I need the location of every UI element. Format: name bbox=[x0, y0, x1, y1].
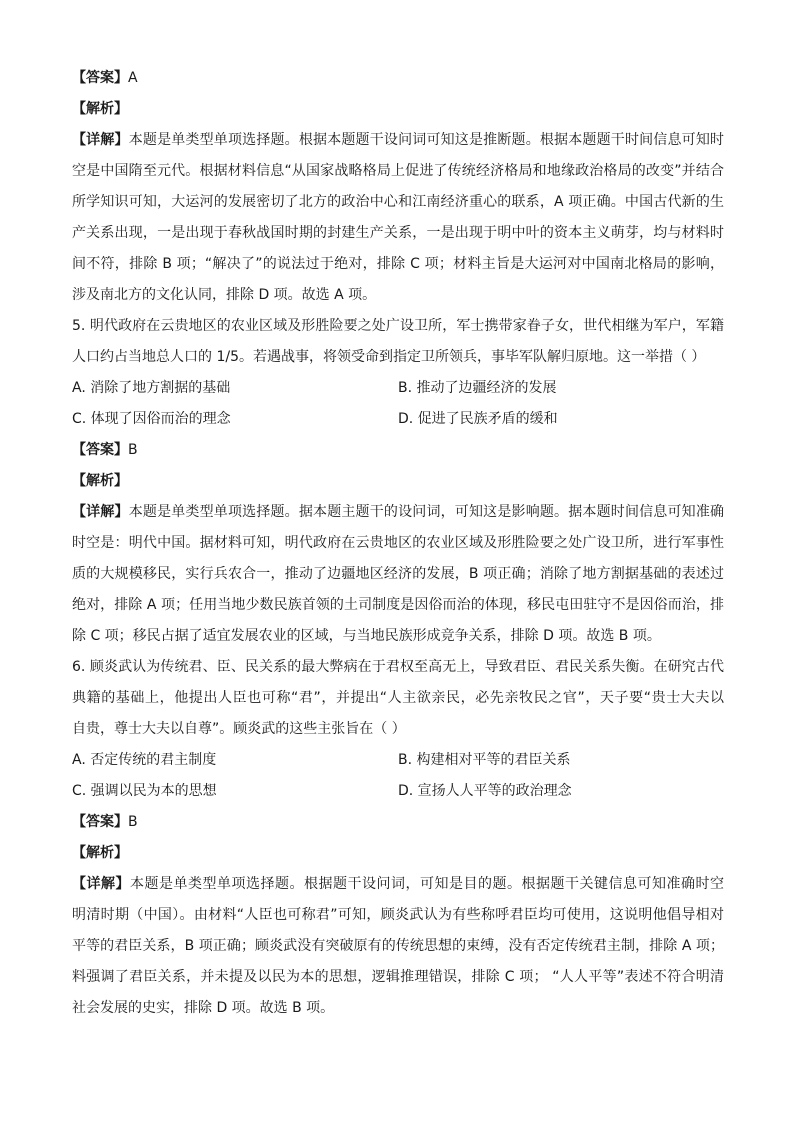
q6-detail-text: 本题是单类型单项选择题。根据题干设问词，可知是目的题。根据题干关键信息可知准确时空 bbox=[130, 876, 724, 892]
q5-answer-tag: 【答案】 bbox=[72, 442, 128, 458]
q5-option-c: C. 体现了因俗而治的理念 bbox=[72, 411, 231, 427]
q5-option-d: D. 促进了民族矛盾的缓和 bbox=[398, 411, 558, 427]
q6-options-row bbox=[72, 745, 724, 776]
q4-detail-line: 所学知识可知，大运河的发展密切了北方的政治中心和江南经济重心的联系，A 项正确。中国古代新的生 bbox=[72, 194, 724, 210]
q5-answer-line bbox=[72, 435, 724, 466]
q4-analysis-tag: 【解析】 bbox=[72, 101, 128, 117]
q6-analysis-tag: 【解析】 bbox=[72, 845, 128, 861]
q6-stem-line: 6. 顾炎武认为传统君、臣、民关系的最大弊病在于君权至高无上，导致君臣、君民关系失衡。在研究古代 bbox=[72, 659, 724, 675]
q4-detail-line: 产关系出现，一是出现于春秋战国时期的封建生产关系，一是出现于明中叶的资本主义萌芽，均与材料时 bbox=[72, 225, 724, 241]
q6-option-d: D. 宣扬人人平等的政治理念 bbox=[398, 783, 572, 799]
q5-detail-line: 时空是：明代中国。据材料可知，明代政府在云贵地区的农业区域及形胜险要之处广设卫所，进行军事性 bbox=[72, 535, 724, 551]
q6-answer-tag: 【答案】 bbox=[72, 814, 128, 830]
q5-option-b: B. 推动了边疆经济的发展 bbox=[398, 380, 557, 396]
q4-detail-line: 涉及南北方的文化认同，排除 D 项。故选 A 项。 bbox=[72, 287, 377, 303]
q5-stem-line: 人口约占当地总人口的 1/5。若遇战事，将领受命到指定卫所领兵，事毕军队解归原地。这一举措（ ） bbox=[72, 349, 706, 365]
q4-answer-line bbox=[72, 63, 724, 94]
q6-detail-line: 料强调了君臣关系，并未提及以民为本的思想，逻辑推理错误，排除 C 项； “人人平等”表述不符合明清 bbox=[72, 969, 724, 985]
q6-options-row bbox=[72, 776, 724, 807]
q5-options-row bbox=[72, 404, 724, 435]
q5-option-a: A. 消除了地方割据的基础 bbox=[72, 380, 231, 396]
q5-analysis-tag: 【解析】 bbox=[72, 473, 128, 489]
q5-detail-line: 绝对，排除 A 项；任用当地少数民族首领的土司制度是因俗而治的体现，移民屯田驻守不是因俗而治，排 bbox=[72, 597, 724, 613]
q6-analysis-line bbox=[72, 838, 724, 869]
q6-detail-line: 平等的君臣关系，B 项正确；顾炎武没有突破原有的传统思想的束缚，没有否定传统君主制，排除 A 项； bbox=[72, 938, 724, 954]
q4-detail-line: 空是中国隋至元代。根据材料信息“从国家战略格局上促进了传统经济格局和地缘政治格局的改变”并结合 bbox=[72, 163, 724, 179]
q6-detail-tag: 【详解】 bbox=[72, 876, 130, 892]
q4-detail-text: 本题是单类型单项选择题。根据本题题干设问词可知这是推断题。根据本题题干时间信息可知时 bbox=[128, 132, 724, 148]
q5-detail-line bbox=[72, 497, 724, 528]
q5-detail-tag: 【详解】 bbox=[72, 504, 129, 520]
document-page bbox=[72, 63, 724, 1024]
q5-detail-line: 质的大规模移民，实行兵农合一，推动了边疆地区经济的发展，B 项正确；消除了地方割据基础的表述过 bbox=[72, 566, 724, 582]
q6-option-a: A. 否定传统的君主制度 bbox=[72, 752, 217, 768]
q5-detail-text: 本题是单类型单项选择题。据本题主题干的设问词，可知这是影响题。据本题时间信息可知准确 bbox=[128, 504, 724, 520]
q6-detail-line bbox=[72, 869, 724, 900]
q6-detail-line: 明清时期（中国）。由材料“人臣也可称君”可知，顾炎武认为有些称呼君臣均可使用，这说明他倡导相对 bbox=[72, 907, 724, 923]
q6-detail-line: 社会发展的史实，排除 D 项。故选 B 项。 bbox=[72, 1000, 335, 1016]
q4-detail-line bbox=[72, 125, 724, 156]
q6-option-b: B. 构建相对平等的君臣关系 bbox=[398, 752, 571, 768]
q5-detail-line: 除 C 项；移民占据了适宜发展农业的区域，与当地民族形成竞争关系，排除 D 项。故选 B 项。 bbox=[72, 628, 661, 644]
q6-option-c: C. 强调以民为本的思想 bbox=[72, 783, 217, 799]
q5-analysis-line bbox=[72, 466, 724, 497]
q4-analysis-line bbox=[72, 94, 724, 125]
q6-stem-line: 自贵，尊士大夫以自尊”。顾炎武的这些主张旨在（ ） bbox=[72, 721, 406, 737]
q4-detail-line: 间不符，排除 B 项；“解决了”的说法过于绝对，排除 C 项；材料主旨是大运河对中国南北格局的影响， bbox=[72, 256, 724, 272]
q4-answer-tag: 【答案】 bbox=[72, 70, 128, 86]
q5-options-row bbox=[72, 373, 724, 404]
q6-stem-line: 典籍的基础上，他提出人臣也可称“君”，并提出“人主欲亲民，必先亲牧民之官”，天子要“贵士大夫以 bbox=[72, 690, 724, 706]
q6-answer-value: B bbox=[128, 814, 138, 830]
q4-answer-value: A bbox=[128, 70, 138, 86]
q5-answer-value: B bbox=[128, 442, 138, 458]
q4-detail-tag: 【详解】 bbox=[72, 132, 129, 148]
q5-stem-line: 5. 明代政府在云贵地区的农业区域及形胜险要之处广设卫所，军士携带家眷子女，世代相继为军户，军籍 bbox=[72, 318, 724, 334]
q6-answer-line bbox=[72, 807, 724, 838]
